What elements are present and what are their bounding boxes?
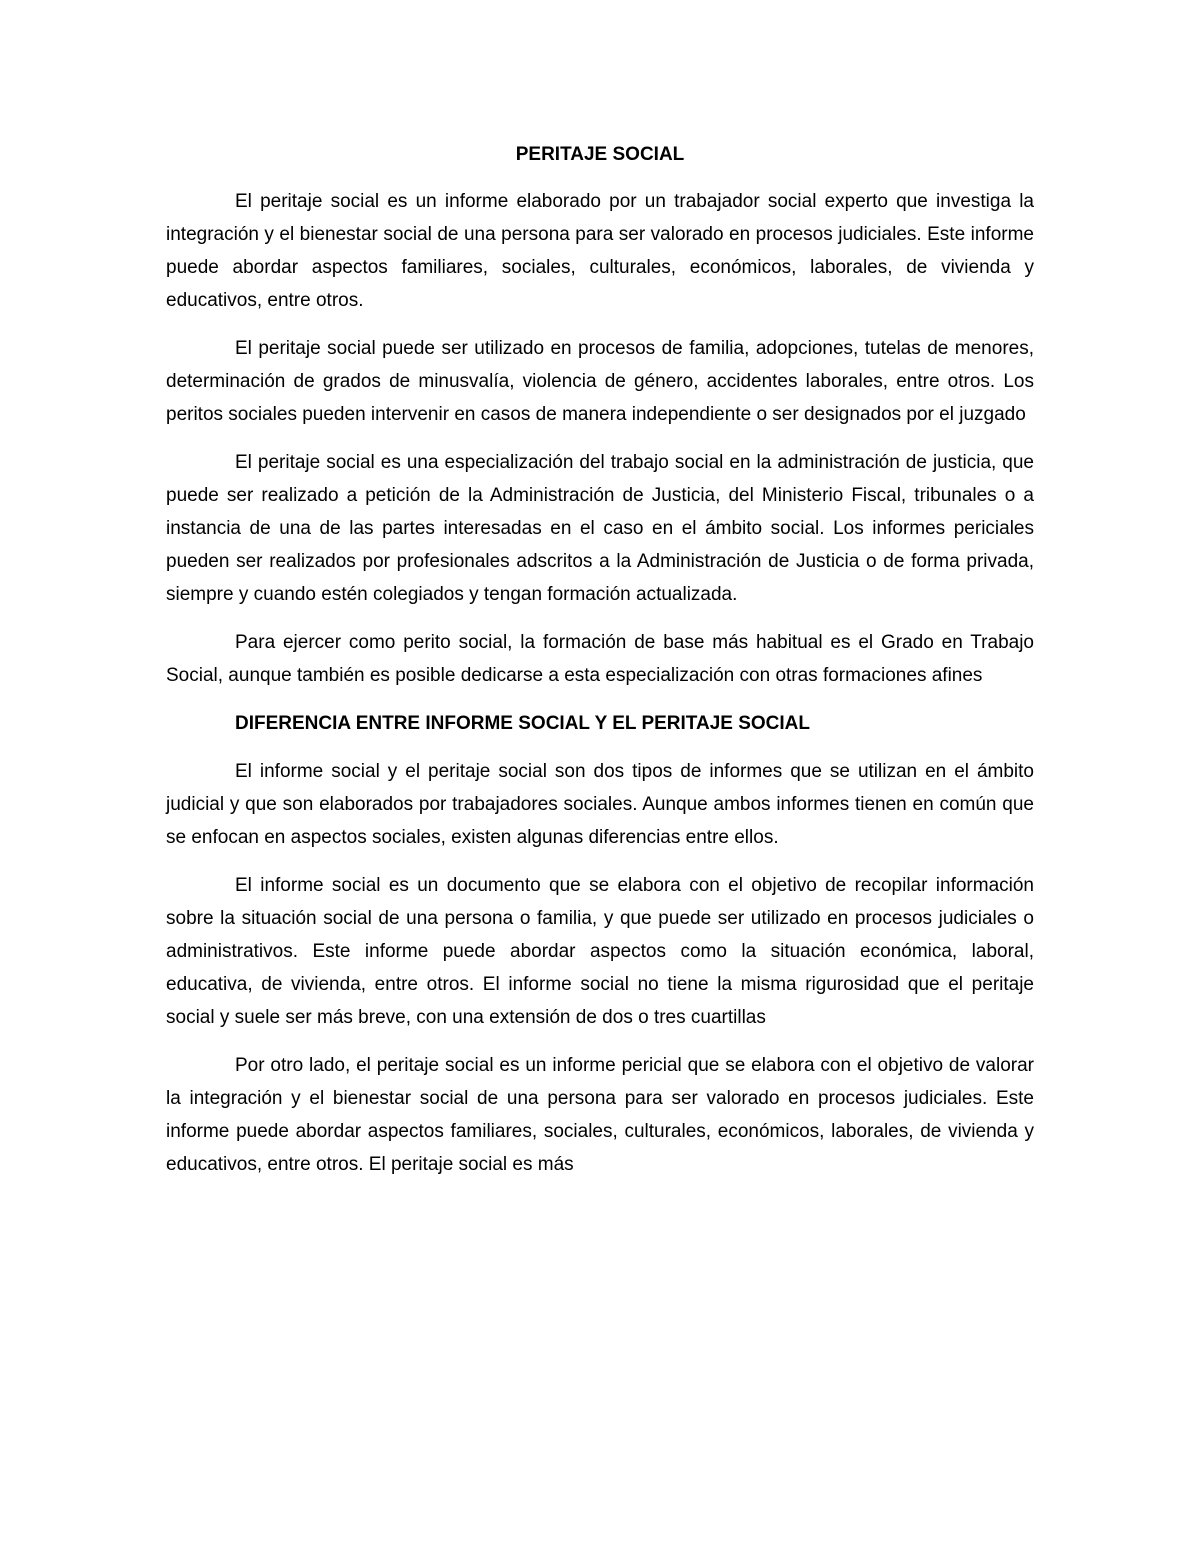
- paragraph-social-report: El informe social es un documento que se elabora con el objetivo de recopilar información sobre la situación social de una persona o familia, y que puede ser utilizado en procesos judiciales o administrativos. Este informe puede abordar aspectos como la situación económica, laboral, educativa, de vivienda, entre otros. El informe social no tiene la misma rigurosidad que el peritaje social y suele ser más breve, con una extensión de dos o tres cuartillas: [166, 875, 1034, 1028]
- paragraph-specialization: El peritaje social es una especialización del trabajo social en la administración de justicia, que puede ser realizado a petición de la Administración de Justicia, del Ministerio Fiscal, tribunales o a instancia de una de las partes interesadas en el caso en el ámbito social. Los informes periciales pueden ser realizados por profesionales adscritos a la Administración de Justicia o de forma privada, siempre y cuando estén colegiados y tengan formación actualizada.: [166, 452, 1034, 605]
- paragraph-social-expertise: Por otro lado, el peritaje social es un informe pericial que se elabora con el objetivo de valorar la integración y el bienestar social de una persona para ser valorado en procesos judiciales. Este informe puede abordar aspectos familiares, sociales, culturales, económicos, laborales, de vivienda y educativos, entre otros. El peritaje social es más: [166, 1055, 1034, 1175]
- paragraph-comparison-intro: El informe social y el peritaje social son dos tipos de informes que se utilizan en el ámbito judicial y que son elaborados por trabajadores sociales. Aunque ambos informes tienen en común que se enfocan en aspectos sociales, existen algunas diferencias entre ellos.: [166, 761, 1034, 848]
- paragraph-training: Para ejercer como perito social, la formación de base más habitual es el Grado en Trabajo Social, aunque también es posible dedicarse a esta especialización con otras formaciones afines: [166, 632, 1034, 686]
- paragraph-uses: El peritaje social puede ser utilizado en procesos de familia, adopciones, tutelas de menores, determinación de grados de minusvalía, violencia de género, accidentes laborales, entre otros. Los peritos sociales pueden intervenir en casos de manera independiente o ser designados por el juzgado: [166, 338, 1034, 425]
- paragraph-definition: El peritaje social es un informe elaborado por un trabajador social experto que investiga la integración y el bienestar social de una persona para ser valorado en procesos judiciales. Este informe puede abordar aspectos familiares, sociales, culturales, económicos, laborales, de vivienda y educativos, entre otros.: [166, 191, 1034, 311]
- section-heading-differences: DIFERENCIA ENTRE INFORME SOCIAL Y EL PERITAJE SOCIAL: [235, 713, 811, 734]
- document-body: [166, 138, 1034, 1196]
- document-title: PERITAJE SOCIAL: [515, 144, 685, 165]
